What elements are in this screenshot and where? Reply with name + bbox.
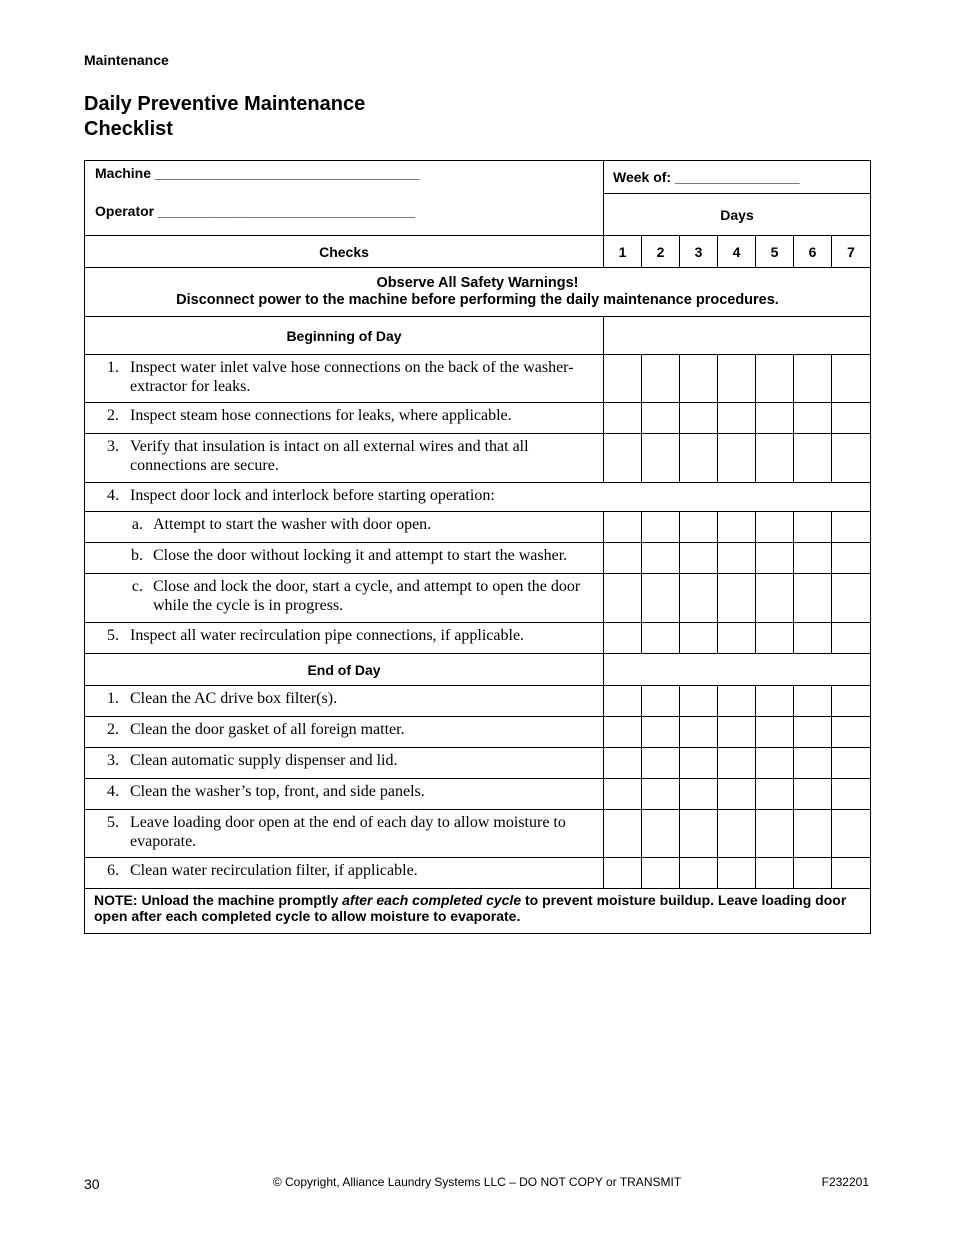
checklist-item bbox=[85, 686, 871, 717]
checklist-item bbox=[85, 403, 871, 434]
title-line-1: Daily Preventive Maintenance bbox=[84, 93, 366, 115]
checklist-subitem bbox=[85, 512, 871, 543]
day-check-box[interactable] bbox=[718, 858, 756, 889]
day-check-box[interactable] bbox=[756, 543, 794, 574]
day-check-box[interactable] bbox=[832, 543, 871, 574]
day-check-box[interactable] bbox=[794, 574, 832, 623]
day-check-box[interactable] bbox=[680, 434, 718, 483]
checklist-subitem bbox=[85, 543, 871, 574]
check-item-text bbox=[85, 810, 604, 858]
note-row bbox=[85, 889, 871, 934]
day-check-box[interactable] bbox=[642, 403, 680, 434]
item-text: Inspect steam hose connections for leaks, where applicable. bbox=[130, 407, 512, 424]
day-check-box[interactable] bbox=[756, 355, 794, 403]
document-code: F232201 bbox=[821, 1175, 869, 1189]
note-emphasis: after each completed cycle bbox=[342, 892, 522, 908]
day-check-box[interactable] bbox=[642, 810, 680, 858]
day-check-box[interactable] bbox=[718, 355, 756, 403]
day-check-box[interactable] bbox=[680, 858, 718, 889]
item-number: 1. bbox=[107, 359, 119, 376]
item-text: Verify that insulation is intact on all external wires and that all connections are secure. bbox=[130, 438, 529, 474]
check-item-text bbox=[85, 717, 604, 748]
day-check-box[interactable] bbox=[832, 858, 871, 889]
check-item-text bbox=[85, 748, 604, 779]
page-title bbox=[84, 92, 484, 142]
day-check-box[interactable] bbox=[680, 512, 718, 543]
day-check-box[interactable] bbox=[832, 355, 871, 403]
check-item-text bbox=[85, 403, 604, 434]
check-item-text bbox=[85, 623, 604, 654]
day-check-box[interactable] bbox=[794, 403, 832, 434]
day-header: 1 bbox=[604, 236, 642, 268]
day-check-box[interactable] bbox=[680, 779, 718, 810]
item-number: 3. bbox=[107, 752, 119, 769]
day-check-box[interactable] bbox=[832, 717, 871, 748]
item-number: b. bbox=[131, 547, 143, 564]
item-text: Leave loading door open at the end of each day to allow moisture to evaporate. bbox=[130, 814, 566, 850]
checklist-item bbox=[85, 810, 871, 858]
day-check-box[interactable] bbox=[718, 748, 756, 779]
day-check-box[interactable] bbox=[604, 355, 642, 403]
checklist-item bbox=[85, 623, 871, 654]
day-check-box[interactable] bbox=[718, 779, 756, 810]
note-suffix: to prevent moisture buildup. Leave loading door open after each completed cycle to allow moisture to evaporate. bbox=[94, 892, 847, 924]
item-text: Clean the AC drive box filter(s). bbox=[130, 690, 338, 707]
day-header: 4 bbox=[718, 236, 756, 268]
day-check-box[interactable] bbox=[718, 810, 756, 858]
section-spacer-cell bbox=[604, 317, 871, 355]
day-check-box[interactable] bbox=[604, 858, 642, 889]
day-check-box[interactable] bbox=[832, 686, 871, 717]
beginning-of-day-heading: Beginning of Day bbox=[85, 317, 604, 355]
item-text: Close the door without locking it and attempt to start the washer. bbox=[153, 547, 568, 564]
day-check-box[interactable] bbox=[756, 748, 794, 779]
title-line-2: Checklist bbox=[84, 118, 173, 140]
check-item-text bbox=[85, 858, 604, 889]
day-check-box[interactable] bbox=[794, 748, 832, 779]
day-check-box[interactable] bbox=[756, 686, 794, 717]
checklist-table bbox=[84, 160, 871, 934]
day-check-box[interactable] bbox=[680, 810, 718, 858]
check-item-text bbox=[85, 434, 604, 483]
day-check-box[interactable] bbox=[832, 403, 871, 434]
day-check-box[interactable] bbox=[756, 512, 794, 543]
day-check-box[interactable] bbox=[604, 686, 642, 717]
day-check-box[interactable] bbox=[832, 512, 871, 543]
day-check-box[interactable] bbox=[604, 623, 642, 654]
item-number: 6. bbox=[107, 862, 119, 879]
day-check-box[interactable] bbox=[718, 717, 756, 748]
day-check-box[interactable] bbox=[832, 574, 871, 623]
day-check-box[interactable] bbox=[604, 574, 642, 623]
checks-label: Checks bbox=[85, 236, 604, 268]
day-check-box[interactable] bbox=[604, 403, 642, 434]
check-item-text bbox=[85, 483, 871, 512]
item-number: 1. bbox=[107, 690, 119, 707]
day-check-box[interactable] bbox=[756, 623, 794, 654]
checklist-item bbox=[85, 355, 871, 403]
machine-field[interactable]: Machine __________________________________ bbox=[95, 165, 420, 181]
checklist-item bbox=[85, 717, 871, 748]
day-check-box[interactable] bbox=[680, 574, 718, 623]
section-spacer-cell bbox=[604, 654, 871, 686]
day-check-box[interactable] bbox=[680, 355, 718, 403]
day-check-box[interactable] bbox=[718, 574, 756, 623]
day-header: 7 bbox=[832, 236, 871, 268]
day-check-box[interactable] bbox=[642, 686, 680, 717]
checklist-item bbox=[85, 434, 871, 483]
copyright-notice: © Copyright, Alliance Laundry Systems LLC – DO NOT COPY or TRANSMIT bbox=[272, 1175, 682, 1189]
item-number: 4. bbox=[107, 487, 119, 504]
item-number: 2. bbox=[107, 721, 119, 738]
week-of-field[interactable]: Week of: ________________ bbox=[604, 161, 871, 194]
day-check-box[interactable] bbox=[642, 543, 680, 574]
day-check-box[interactable] bbox=[642, 355, 680, 403]
end-of-day-row bbox=[85, 654, 871, 686]
day-check-box[interactable] bbox=[642, 574, 680, 623]
machine-operator-cell bbox=[85, 161, 604, 236]
checklist-item bbox=[85, 858, 871, 889]
item-number: 5. bbox=[107, 627, 119, 644]
day-check-box[interactable] bbox=[642, 858, 680, 889]
day-check-box[interactable] bbox=[680, 543, 718, 574]
day-check-box[interactable] bbox=[832, 779, 871, 810]
checklist-item bbox=[85, 748, 871, 779]
item-text: Close and lock the door, start a cycle, and attempt to open the door while the cycle is in progress. bbox=[153, 578, 581, 614]
day-check-box[interactable] bbox=[794, 623, 832, 654]
day-check-box[interactable] bbox=[642, 512, 680, 543]
day-check-box[interactable] bbox=[604, 434, 642, 483]
day-check-box[interactable] bbox=[604, 717, 642, 748]
day-check-box[interactable] bbox=[832, 623, 871, 654]
checklist-item bbox=[85, 779, 871, 810]
day-check-box[interactable] bbox=[794, 717, 832, 748]
day-check-box[interactable] bbox=[718, 512, 756, 543]
day-check-box[interactable] bbox=[680, 748, 718, 779]
day-check-box[interactable] bbox=[756, 403, 794, 434]
day-check-box[interactable] bbox=[794, 512, 832, 543]
check-subitem-text bbox=[85, 512, 604, 543]
item-text: Attempt to start the washer with door open. bbox=[153, 516, 432, 533]
header-row bbox=[85, 161, 871, 194]
checklist-subitem bbox=[85, 574, 871, 623]
day-check-box[interactable] bbox=[604, 810, 642, 858]
item-text: Clean automatic supply dispenser and lid. bbox=[130, 752, 398, 769]
day-check-box[interactable] bbox=[680, 686, 718, 717]
day-header: 3 bbox=[680, 236, 718, 268]
day-check-box[interactable] bbox=[642, 623, 680, 654]
day-check-box[interactable] bbox=[680, 403, 718, 434]
item-number: a. bbox=[131, 516, 143, 533]
safety-warning-row bbox=[85, 268, 871, 317]
day-header: 6 bbox=[794, 236, 832, 268]
day-check-box[interactable] bbox=[832, 434, 871, 483]
day-check-box[interactable] bbox=[794, 543, 832, 574]
day-check-box[interactable] bbox=[756, 574, 794, 623]
day-check-box[interactable] bbox=[832, 810, 871, 858]
day-check-box[interactable] bbox=[718, 623, 756, 654]
safety-warning bbox=[85, 268, 871, 317]
check-subitem-text bbox=[85, 543, 604, 574]
day-header: 5 bbox=[756, 236, 794, 268]
day-check-box[interactable] bbox=[718, 686, 756, 717]
item-text: Inspect water inlet valve hose connections on the back of the washer-extractor for leaks. bbox=[130, 359, 574, 395]
day-check-box[interactable] bbox=[794, 355, 832, 403]
operator-field[interactable]: Operator _________________________________ bbox=[95, 203, 415, 219]
check-item-text bbox=[85, 686, 604, 717]
end-of-day-heading: End of Day bbox=[85, 654, 604, 686]
day-check-box[interactable] bbox=[794, 779, 832, 810]
check-subitem-text bbox=[85, 574, 604, 623]
day-check-box[interactable] bbox=[604, 543, 642, 574]
item-text: Clean water recirculation filter, if applicable. bbox=[130, 862, 418, 879]
day-check-box[interactable] bbox=[794, 858, 832, 889]
note bbox=[85, 889, 871, 934]
day-check-box[interactable] bbox=[604, 512, 642, 543]
day-check-box[interactable] bbox=[718, 543, 756, 574]
day-check-box[interactable] bbox=[642, 748, 680, 779]
day-check-box[interactable] bbox=[642, 434, 680, 483]
day-check-box[interactable] bbox=[642, 717, 680, 748]
day-check-box[interactable] bbox=[718, 434, 756, 483]
item-number: c. bbox=[131, 578, 143, 595]
checks-header-row bbox=[85, 236, 871, 268]
item-number: 3. bbox=[107, 438, 119, 455]
warning-line-2: Disconnect power to the machine before performing the daily maintenance procedures. bbox=[176, 292, 779, 308]
item-number: 4. bbox=[107, 783, 119, 800]
day-check-box[interactable] bbox=[794, 434, 832, 483]
warning-line-1: Observe All Safety Warnings! bbox=[376, 275, 579, 291]
day-check-box[interactable] bbox=[642, 779, 680, 810]
day-check-box[interactable] bbox=[604, 779, 642, 810]
item-text: Inspect all water recirculation pipe connections, if applicable. bbox=[130, 627, 525, 644]
day-check-box[interactable] bbox=[756, 717, 794, 748]
day-check-box[interactable] bbox=[756, 858, 794, 889]
day-check-box[interactable] bbox=[794, 686, 832, 717]
days-label: Days bbox=[604, 194, 871, 236]
day-check-box[interactable] bbox=[756, 810, 794, 858]
item-text: Inspect door lock and interlock before starting operation: bbox=[130, 487, 495, 504]
day-check-box[interactable] bbox=[680, 623, 718, 654]
day-check-box[interactable] bbox=[794, 810, 832, 858]
item-text: Clean the washer’s top, front, and side panels. bbox=[130, 783, 425, 800]
section-label: Maintenance bbox=[84, 52, 169, 68]
item-text: Clean the door gasket of all foreign matter. bbox=[130, 721, 405, 738]
beginning-of-day-row bbox=[85, 317, 871, 355]
day-header: 2 bbox=[642, 236, 680, 268]
checklist-item-group bbox=[85, 483, 871, 512]
day-check-box[interactable] bbox=[680, 717, 718, 748]
check-item-text bbox=[85, 355, 604, 403]
page-number: 30 bbox=[84, 1176, 100, 1192]
day-check-box[interactable] bbox=[756, 434, 794, 483]
item-number: 2. bbox=[107, 407, 119, 424]
note-prefix: NOTE: Unload the machine promptly bbox=[94, 892, 343, 908]
item-number: 5. bbox=[107, 814, 119, 831]
day-check-box[interactable] bbox=[718, 403, 756, 434]
day-check-box[interactable] bbox=[756, 779, 794, 810]
check-item-text bbox=[85, 779, 604, 810]
day-check-box[interactable] bbox=[832, 748, 871, 779]
day-check-box[interactable] bbox=[604, 748, 642, 779]
